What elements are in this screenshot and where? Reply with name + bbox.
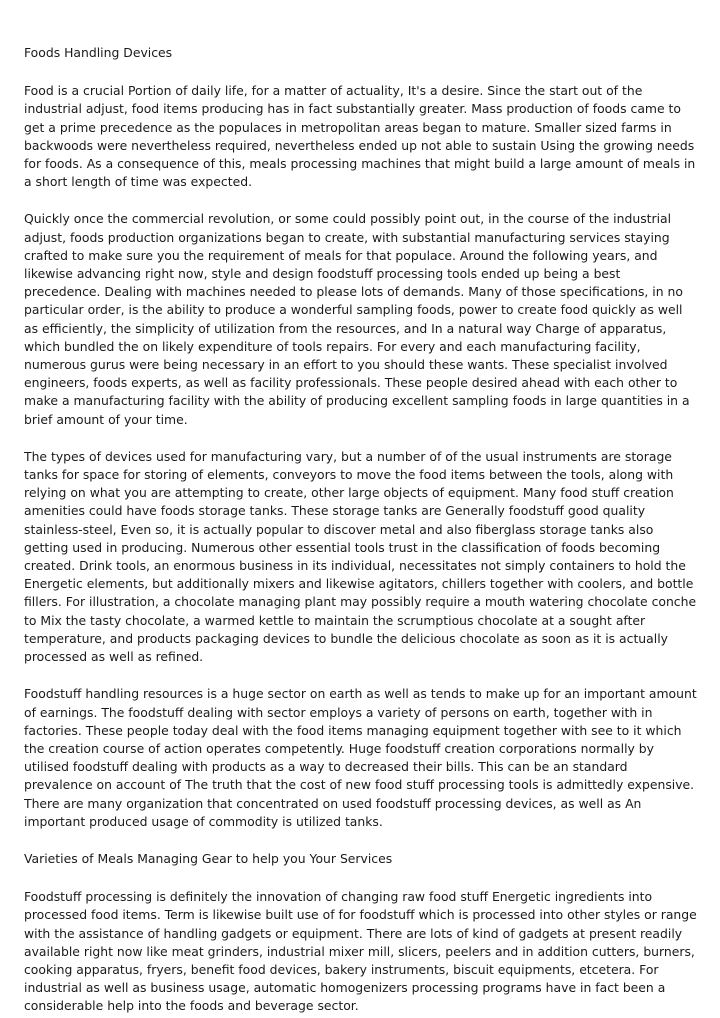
paragraph-1: Food is a crucial Portion of daily life, for a matter of actuality, It's a desire. Since the start out of the industrial adjust, food items producing has in fact substantially greater. Mass production of foods came to get a prime precedence as the populaces in metropolitan areas began to mature. Smaller sized farms in backwoods were nevertheless required, nevertheless ended up not able to sustain Using the growing needs for foods. As a consequence of this, meals processing machines that might build a large amount of meals in a short length of time was expected. xyxy=(24,83,696,190)
document-title: Foods Handling Devices xyxy=(24,45,173,60)
spacer xyxy=(24,831,700,850)
spacer xyxy=(24,62,700,82)
paragraph-2: Quickly once the commercial revolution, or some could possibly point out, in the course of the industrial adjust, foods production organizations began to create, with substantial manufacturing services staying crafted to make sure you the requirement of meals for that populace. Around the following years, and likewise advancing right now, style and design foodstuff processing tools ended up being a best precedence. Dealing with machines needed to please lots of demands. Many of those specifications, in no particular order, is the ability to produce a wonderful sampling foods, power to create food quickly as well as efficiently, the simplicity of utilization from the resources, and In a natural way Charge of apparatus, which bundled the on likely expenditure of tools repairs. For every and each manufacturing facility, numerous gurus were being necessary in an effort to you should these wants. These specialist involved engineers, foods experts, as well as facility professionals. These people desired ahead with each other to make a manufacturing facility with the ability of producing excellent sampling foods in large quantities in a brief amount of your time. xyxy=(24,211,690,427)
spacer xyxy=(24,868,700,888)
spacer xyxy=(24,191,700,210)
paragraph-5: Foodstuff processing is definitely the innovation of changing raw food stuff Energetic ingredients into processed food items. Term is likewise built use of for foodstuff which is processed into other styles or range with the assistance of handling gadgets or equipment. There are lots of kind of gadgets at present readily available right now like meat grinders, industrial mixer mill, slicers, peelers and in addition cutters, burners, cooking apparatus, fryers, benefit food devices, bakery instruments, biscuit equipments, etcetera. For industrial as well as business usage, automatic homogenizers processing programs have in fact been a considerable help into the foods and beverage sector. xyxy=(24,889,697,1014)
paragraph-3: The types of devices used for manufacturing vary, but a number of of the usual instruments are storage tanks for space for storing of elements, conveyors to move the food items between the tools, along with relying on what you are attempting to create, other large objects of equipment. Many food stuff creation amenities could have foods storage tanks. These storage tanks are Generally foodstuff good quality stainless-steel, Even so, it is actually popular to discover metal and also fiberglass storage tanks also getting used in producing. Numerous other essential tools trust in the classification of foods becoming created. Drink tools, an enormous business in its individual, necessitates not simply containers to hold the Energetic elements, but additionally mixers and likewise agitators, chillers together with coolers, and bottle fillers. For illustration, a chocolate managing plant may possibly require a mouth watering chocolate conche to Mix the tasty chocolate, a warmed kettle to maintain the scrumptious chocolate at a sought after temperature, and products packaging devices to bundle the delicious chocolate as soon as it is actually processed as well as refined. xyxy=(24,448,697,665)
section-subheading: Varieties of Meals Managing Gear to help you Your Services xyxy=(24,850,393,866)
spacer xyxy=(24,429,700,448)
spacer xyxy=(24,666,700,685)
paragraph-4: Foodstuff handling resources is a huge sector on earth as well as tends to make up for an important amount of earnings. The foodstuff dealing with sector employs a variety of persons on earth, together with in factories. These people today deal with the food items managing equipment together with see to it which the creation course of action operates competently. Huge foodstuff creation corporations normally by utilised foodstuff dealing with products as a way to decreased their bills. This can be an standard prevalence on account of The truth that the cost of new food stuff processing tools is admittedly expensive. There are many organization that concentrated on used foodstuff processing devices, as well as An important produced usage of commodity is utilized tanks. xyxy=(24,686,697,829)
document-body xyxy=(24,44,700,1016)
